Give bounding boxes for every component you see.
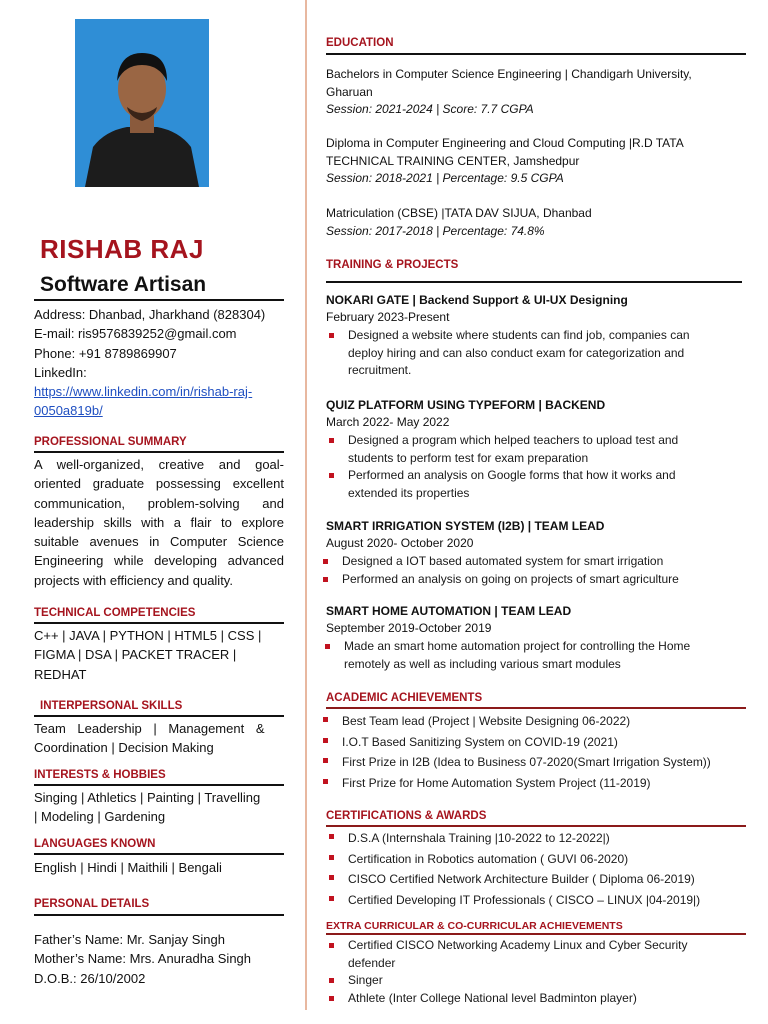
divider <box>34 914 284 916</box>
bullet-item: Designed a IOT based automated system for smart irrigation <box>320 553 730 571</box>
divider <box>34 853 284 855</box>
extra-heading: EXTRA CURRICULAR & CO-CURRICULAR ACHIEVEMENTS <box>326 920 623 932</box>
hobby-line: | Modeling | Gardening <box>34 809 166 825</box>
bullet-item: Designed a program which helped teachers to upload test and students to perform test for exam preparation <box>326 432 716 467</box>
hobbies-heading: INTERESTS & HOBBIES <box>34 769 166 781</box>
bullet-item: Made an smart home automation project for controlling the Home remotely as well as including various smart modules <box>322 638 708 673</box>
interpersonal-heading: INTERPERSONAL SKILLS <box>40 700 183 712</box>
divider <box>326 825 746 827</box>
education-item <box>326 205 746 240</box>
extra-bullets <box>326 937 726 1007</box>
candidate-name: RISHAB RAJ <box>40 234 204 264</box>
bullet-item: Designed a website where students can find job, companies can deploy hiring and can also conduct exam for categorization and recruitment. <box>326 327 716 380</box>
project-bullets <box>322 638 708 673</box>
bullet-item: Singer <box>326 972 726 990</box>
personal-heading: PERSONAL DETAILS <box>34 898 150 910</box>
divider <box>34 784 284 786</box>
languages-list: English | Hindi | Maithili | Bengali <box>34 860 222 875</box>
bullet-item: I.O.T Based Sanitizing System on COVID-19 (2021) <box>320 732 750 753</box>
project-bullets <box>320 553 730 588</box>
candidate-title: Software Artisan <box>40 273 207 296</box>
summary-heading: PROFESSIONAL SUMMARY <box>34 436 187 448</box>
project-bullets <box>326 432 716 502</box>
tech-heading: TECHNICAL COMPETENCIES <box>34 607 196 619</box>
project-date: February 2023-Present <box>326 310 450 324</box>
degree-line: Bachelors in Computer Science Engineering | Chandigarh University, <box>326 67 692 81</box>
divider <box>326 707 746 709</box>
tech-list <box>34 626 284 684</box>
address: Address: Dhanbad, Jharkhand (828304) <box>34 307 266 322</box>
linkedin-label: LinkedIn: <box>34 364 87 380</box>
education-item <box>326 66 746 119</box>
divider <box>34 715 284 717</box>
project-date: March 2022- May 2022 <box>326 415 450 429</box>
tech-line: C++ | JAVA | PYTHON | HTML5 | CSS | <box>34 628 262 643</box>
education-heading: EDUCATION <box>326 37 394 49</box>
bullet-item: Certified Developing IT Professionals ( CISCO – LINUX |04-2019|) <box>326 890 746 911</box>
training-heading: TRAINING & PROJECTS <box>326 259 459 271</box>
certification-bullets <box>326 828 746 910</box>
project-heading: SMART IRRIGATION SYSTEM (I2B) | TEAM LEAD <box>326 519 605 533</box>
bullet-item: First Prize in I2B (Idea to Business 07-2020(Smart Irrigation System)) <box>320 752 750 773</box>
tech-line: REDHAT <box>34 666 87 682</box>
project-bullets <box>326 327 716 380</box>
project-date: September 2019-October 2019 <box>326 621 492 635</box>
profile-photo <box>75 19 209 187</box>
father-name: Father’s Name: Mr. Sanjay Singh <box>34 932 225 947</box>
hobby-line: Singing | Athletics | Painting | Travelling <box>34 790 261 805</box>
skill-line: Coordination | Decision Making <box>34 740 214 756</box>
personal-details <box>34 930 284 988</box>
academic-bullets <box>320 711 750 793</box>
skill-line: Team Leadership | Management & <box>34 721 265 736</box>
bullet-item: Athlete (Inter College National level Badminton player) <box>326 990 726 1008</box>
bullet-item: Performed an analysis on going on projects of smart agriculture <box>320 571 730 589</box>
email: E-mail: ris9576839252@gmail.com <box>34 326 237 342</box>
session-line: Session: 2021-2024 | Score: 7.7 CGPA <box>326 102 534 116</box>
interpersonal-list <box>34 719 284 758</box>
degree-line: Matriculation (CBSE) |TATA DAV SIJUA, Dhanbad <box>326 206 592 220</box>
contact-block <box>34 305 284 421</box>
linkedin-link[interactable]: https://www.linkedin.com/in/rishab-raj- 0050a819b/ <box>34 384 253 419</box>
hobbies-list <box>34 788 284 827</box>
degree-line: Diploma in Computer Engineering and Cloud Computing |R.D TATA <box>326 136 684 150</box>
session-line: Session: 2018-2021 | Percentage: 9.5 CGPA <box>326 171 564 185</box>
bullet-item: First Prize for Home Automation System Project (11-2019) <box>320 773 750 794</box>
tech-line: FIGMA | DSA | PACKET TRACER | <box>34 647 237 663</box>
divider <box>326 53 746 55</box>
certifications-heading: CERTIFICATIONS & AWARDS <box>326 810 487 822</box>
degree-line: TECHNICAL TRAINING CENTER, Jamshedpur <box>326 153 580 168</box>
phone: Phone: +91 8789869907 <box>34 345 177 361</box>
date-of-birth: D.O.B.: 26/10/2002 <box>34 970 146 986</box>
divider <box>34 299 284 301</box>
bullet-item: Certification in Robotics automation ( GUVI 06-2020) <box>326 849 746 870</box>
mother-name: Mother’s Name: Mrs. Anuradha Singh <box>34 951 252 967</box>
bullet-item: Certified CISCO Networking Academy Linux and Cyber Security defender <box>326 937 726 972</box>
bullet-item: D.S.A (Internshala Training |10-2022 to 12-2022|) <box>326 828 746 849</box>
summary-text: A well-organized, creative and goal-oriented graduate possessing excellent communication, problem-solving and leadership skills with a flair to explore suitable avenues in Computer Science Engineering while developing advanced projects with efficiency and quality. <box>34 457 284 588</box>
divider <box>34 622 284 624</box>
academic-heading: ACADEMIC ACHIEVEMENTS <box>326 692 483 704</box>
divider <box>326 933 746 935</box>
languages-heading: LANGUAGES KNOWN <box>34 838 156 850</box>
project-date: August 2020- October 2020 <box>326 536 474 550</box>
divider <box>34 451 284 453</box>
divider <box>326 281 742 283</box>
bullet-item: Best Team lead (Project | Website Designing 06-2022) <box>320 711 750 732</box>
degree-line: Gharuan <box>326 84 373 99</box>
bullet-item: CISCO Certified Network Architecture Builder ( Diploma 06-2019) <box>326 869 746 890</box>
project-heading: SMART HOME AUTOMATION | TEAM LEAD <box>326 604 572 618</box>
project-heading: QUIZ PLATFORM USING TYPEFORM | BACKEND <box>326 398 606 412</box>
project-heading: NOKARI GATE | Backend Support & UI-UX Designing <box>326 293 628 307</box>
bullet-item: Performed an analysis on Google forms that how it works and extended its properties <box>326 467 716 502</box>
column-divider <box>305 0 307 1010</box>
session-line: Session: 2017-2018 | Percentage: 74.8% <box>326 223 545 238</box>
education-item <box>326 135 746 188</box>
